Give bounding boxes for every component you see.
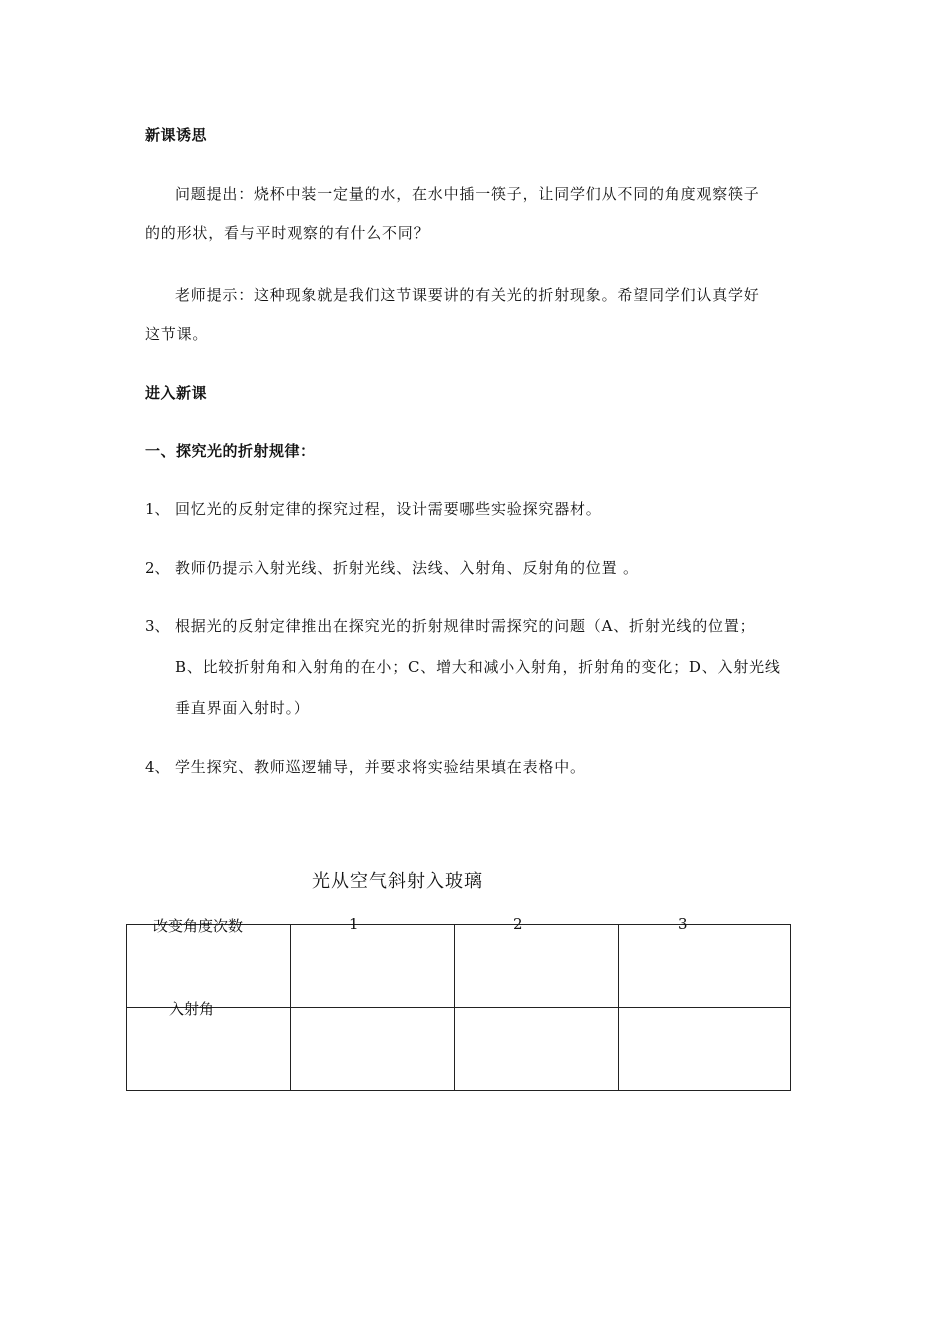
step-number: 1、 bbox=[145, 500, 170, 518]
header-label: 1 bbox=[349, 915, 359, 933]
table-header-cell bbox=[291, 915, 455, 1008]
experiment-table bbox=[126, 915, 791, 1091]
table-title: 光从空气斜射入玻璃 bbox=[312, 871, 483, 892]
table-row bbox=[127, 1008, 791, 1091]
table-cell bbox=[291, 1008, 455, 1091]
table-cell bbox=[619, 1008, 791, 1091]
step-text: B、比较折射角和入射角的在小；C、增大和减小入射角，折射角的变化；D、入射光线 bbox=[175, 658, 781, 676]
header-label: 改变角度次数 bbox=[153, 917, 244, 935]
header-label: 3 bbox=[678, 915, 688, 933]
table-header-cell bbox=[455, 915, 619, 1008]
table-header-cell bbox=[127, 917, 291, 1008]
step-text: 垂直界面入射时。） bbox=[175, 699, 310, 717]
section-heading-new: 进入新课 bbox=[145, 384, 208, 402]
table-cell bbox=[455, 1008, 619, 1091]
table-header-cell bbox=[619, 915, 791, 1008]
row-label: 入射角 bbox=[169, 1000, 215, 1018]
step-number: 3、 bbox=[145, 617, 170, 635]
hint-paragraph-line-1: 老师提示：这种现象就是我们这节课要讲的有关光的折射现象。希望同学们认真学好 bbox=[175, 286, 760, 304]
step-text: 回忆光的反射定律的探究过程，设计需要哪些实验探究器材。 bbox=[175, 500, 602, 518]
step-text: 学生探究、教师巡逻辅导，并要求将实验结果填在表格中。 bbox=[175, 758, 586, 776]
header-label: 2 bbox=[513, 915, 523, 933]
step-text: 根据光的反射定律推出在探究光的折射规律时需探究的问题（A、折射光线的位置； bbox=[175, 617, 756, 635]
section-heading-intro: 新课诱思 bbox=[145, 126, 208, 144]
subheading-explore-refraction: 一、探究光的折射规律： bbox=[145, 442, 316, 460]
step-text: 教师仍提示入射光线、折射光线、法线、入射角、反射角的位置 。 bbox=[175, 559, 639, 577]
question-paragraph-line-1: 问题提出：烧杯中装一定量的水，在水中插一筷子，让同学们从不同的角度观察筷子 bbox=[175, 185, 760, 203]
step-number: 4、 bbox=[145, 758, 170, 776]
step-number: 2、 bbox=[145, 559, 170, 577]
table-cell bbox=[127, 1000, 291, 1091]
question-paragraph-line-2: 的的形状，看与平时观察的有什么不同？ bbox=[145, 224, 430, 242]
table-header-row bbox=[127, 925, 791, 1008]
hint-paragraph-line-2: 这节课。 bbox=[145, 325, 209, 343]
